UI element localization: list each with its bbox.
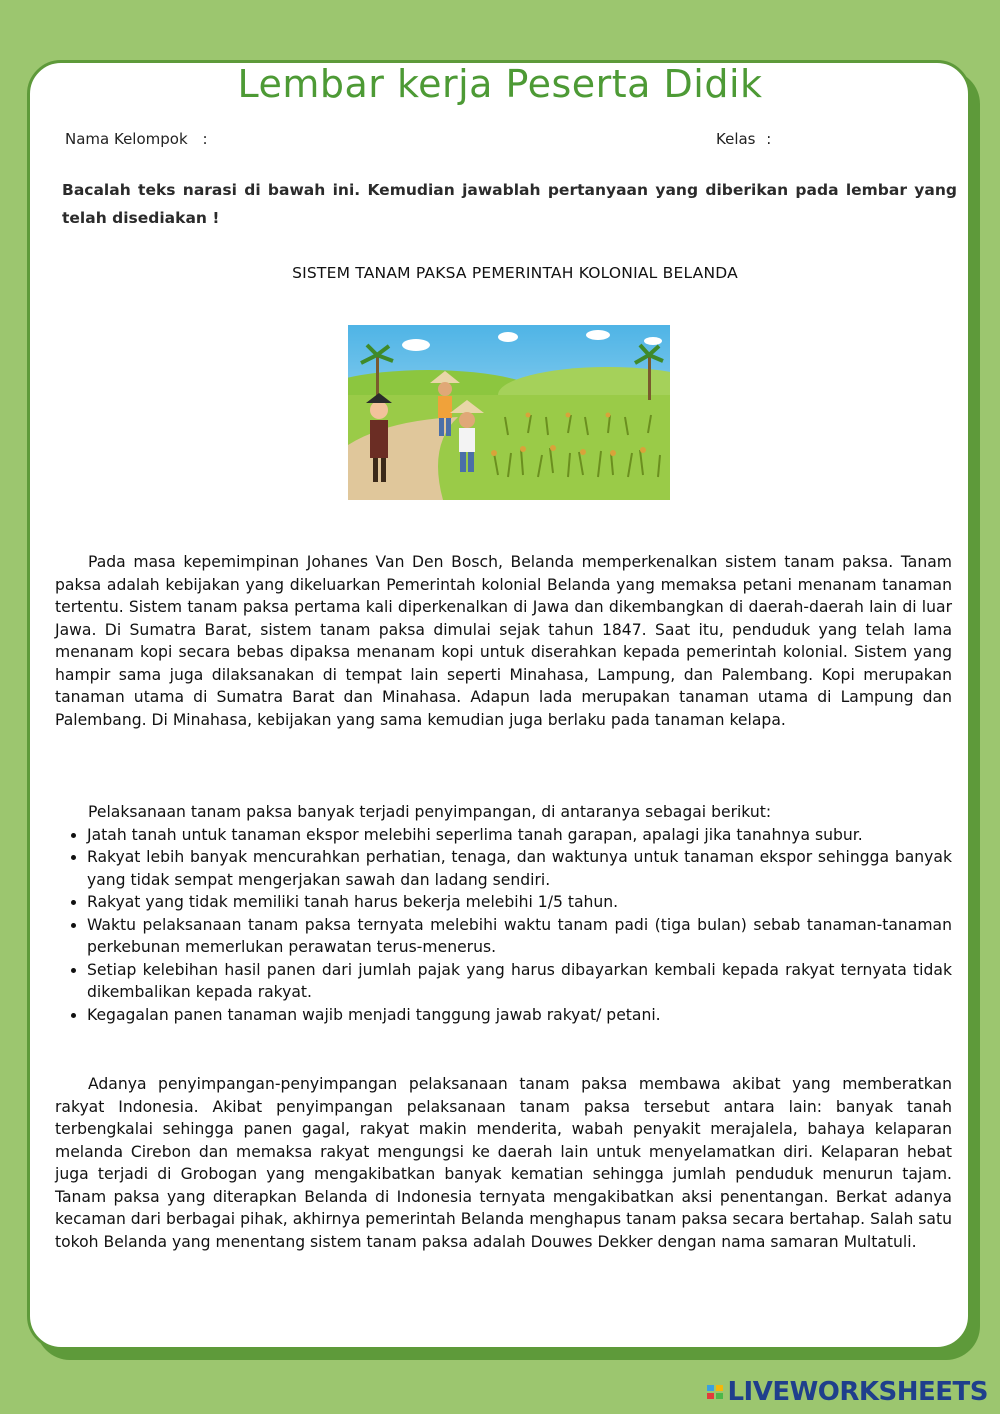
paragraph-1: Pada masa kepemimpinan Johanes Van Den Bosch, Belanda memperkenalkan sistem tanam paksa. Tanam paksa adalah kebijakan yang dikeluarkan Pemerintah kolonial Belanda yang memaksa petani menanam tanaman tertentu. Sistem tanam paksa pertama kali diperkenalkan di Jawa dan dikembangkan di daerah-daerah lain di luar Jawa. Di Sumatra Barat, sistem tanam paksa dimulai sejak tahun 1847. Saat itu, penduduk yang telah lama menanam kopi secara bebas dipaksa menanam kopi untuk diserahkan kepada pemerintah kolonial. Sistem yang hampir sama juga dilaksanakan di tempat lain seperti Minahasa, Lampung, dan Palembang. Kopi merupakan tanaman utama di Sumatra Barat dan Minahasa. Adapun lada merupakan tanaman utama di Lampung dan Palembang. Di Minahasa, kebijakan yang sama kemudian juga berlaku pada tanaman kelapa. bbox=[55, 553, 952, 729]
list-item: • Kegagalan panen tanaman wajib menjadi tanggung jawab rakyat/ petani. bbox=[87, 1004, 952, 1027]
list-item: • Setiap kelebihan hasil panen dari jumlah pajak yang harus dibayarkan kembali kepada rakyat ternyata tidak dikembalikan kepada rakyat. bbox=[87, 959, 952, 1004]
instruction-text: Bacalah teks narasi di bawah ini. Kemudian jawablah pertanyaan yang diberikan pada lembar yang telah disediakan ! bbox=[62, 181, 957, 227]
list-item: • Jatah tanah untuk tanaman ekspor melebihi seperlima tanah garapan, apalagi jika tanahnya subur. bbox=[87, 824, 952, 847]
class-label: Kelas bbox=[716, 130, 756, 148]
list-item: • Rakyat yang tidak memiliki tanah harus bekerja melebihi 1/5 tahun. bbox=[87, 891, 952, 914]
brand-name: LIVEWORKSHEETS bbox=[727, 1377, 988, 1407]
list-item: • Waktu pelaksanaan tanam paksa ternyata melebihi waktu tanam padi (tiga bulan) sebab tanaman-tanaman perkebunan memerlukan perawatan terus-menerus. bbox=[87, 914, 952, 959]
narrative-section-1 bbox=[55, 551, 952, 731]
class-colon: : bbox=[766, 130, 772, 148]
page-title: Lembar kerja Peserta Didik bbox=[237, 62, 763, 106]
paragraph-2-intro: Pelaksanaan tanam paksa banyak terjadi penyimpangan, di antaranya sebagai berikut: bbox=[88, 803, 772, 821]
group-name-field bbox=[65, 130, 208, 148]
list-item: • Rakyat lebih banyak mencurahkan perhatian, tenaga, dan waktunya untuk tanaman ekspor sehingga banyak yang tidak sempat mengerjakan sawah dan ladang sendiri. bbox=[87, 846, 952, 891]
narrative-section-2 bbox=[55, 801, 952, 1026]
logo-mark-icon bbox=[707, 1385, 723, 1399]
group-name-colon: : bbox=[202, 130, 208, 148]
paragraph-3: Adanya penyimpangan-penyimpangan pelaksanaan tanam paksa membawa akibat yang memberatkan rakyat Indonesia. Akibat penyimpangan pelaksanaan tanam paksa tersebut antara lain: banyak tanah terbengkalai sehingga panen gagal, rakyat makin menderita, wabah penyakit merajalela, bahaya kelaparan melanda Cirebon dan memaksa rakyat mengungsi ke daerah lain untuk menyelamatkan diri. Kelaparan hebat juga terjadi di Grobogan yang mengakibatkan banyak kematian sehingga jumlah penduduk menurun tajam. Tanam paksa yang diterapkan Belanda di Indonesia ternyata mengakibatkan aksi penentangan. Berkat adanya kecaman dari berbagai pihak, akhirnya pemerintah Belanda menghapus tanam paksa secara bertahap. Salah satu tokoh Belanda yang menentang sistem tanam paksa adalah Douwes Dekker dengan nama samaran Multatuli. bbox=[55, 1075, 952, 1251]
narrative-section-3 bbox=[55, 1073, 952, 1253]
class-field bbox=[716, 130, 771, 148]
reading-title: SISTEM TANAM PAKSA PEMERINTAH KOLONIAL BELANDA bbox=[292, 264, 738, 282]
farm-illustration bbox=[348, 325, 670, 500]
liveworksheets-logo[interactable] bbox=[707, 1377, 988, 1407]
deviation-list bbox=[55, 824, 952, 1027]
group-name-label: Nama Kelompok bbox=[65, 130, 188, 148]
